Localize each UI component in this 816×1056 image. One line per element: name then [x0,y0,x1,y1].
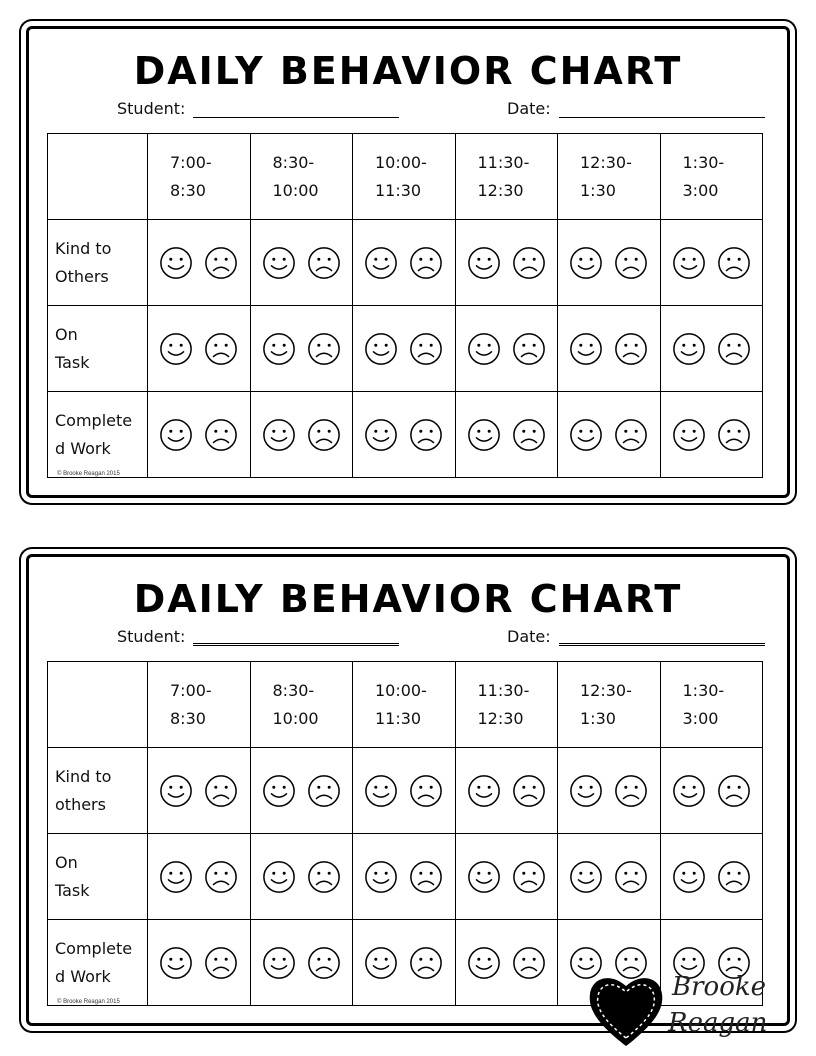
chart-title: DAILY BEHAVIOR CHART [133,577,683,621]
smiley-face-icon[interactable] [672,418,706,452]
frowny-face-icon[interactable] [307,418,341,452]
frowny-face-icon[interactable] [614,774,648,808]
faces-cell [353,748,456,834]
face-pair [558,860,660,894]
smiley-face-icon[interactable] [364,418,398,452]
smiley-face-icon[interactable] [569,774,603,808]
face-pair [661,774,763,808]
student-input-line[interactable] [193,643,399,646]
faces-cell [250,748,353,834]
frowny-face-icon[interactable] [409,946,443,980]
frowny-face-icon[interactable] [614,418,648,452]
faces-cell [353,306,456,392]
face-pair [558,418,660,452]
frowny-face-icon[interactable] [512,774,546,808]
faces-cell [353,834,456,920]
smiley-face-icon[interactable] [262,946,296,980]
time-slot-header: 11:30- 12:30 [455,662,558,748]
behavior-label: On Task [48,834,148,920]
faces-cell [660,392,763,478]
smiley-face-icon[interactable] [159,246,193,280]
time-slot-header: 12:30- 1:30 [558,134,661,220]
frowny-face-icon[interactable] [512,860,546,894]
faces-cell [455,748,558,834]
faces-cell [250,834,353,920]
behavior-row [48,392,763,478]
behavior-chart-card-2 [26,554,790,1026]
copyright-text: © Brooke Reagan 2015 [57,999,120,1005]
faces-cell [148,306,251,392]
face-pair [456,332,558,366]
time-slot-header: 7:00- 8:30 [148,662,251,748]
face-pair [661,418,763,452]
smiley-face-icon[interactable] [262,418,296,452]
faces-cell [148,920,251,1006]
frowny-face-icon[interactable] [512,332,546,366]
frowny-face-icon[interactable] [409,418,443,452]
faces-cell [250,920,353,1006]
corner-cell [48,662,148,748]
frowny-face-icon[interactable] [204,332,238,366]
smiley-face-icon[interactable] [569,860,603,894]
behavior-table [47,661,763,1006]
frowny-face-icon[interactable] [204,946,238,980]
faces-cell [558,306,661,392]
smiley-face-icon[interactable] [159,418,193,452]
frowny-face-icon[interactable] [307,246,341,280]
behavior-row [48,748,763,834]
faces-cell [148,748,251,834]
smiley-face-icon[interactable] [467,332,501,366]
faces-cell [250,220,353,306]
smiley-face-icon[interactable] [364,246,398,280]
face-pair [456,860,558,894]
frowny-face-icon[interactable] [717,332,751,366]
smiley-face-icon[interactable] [262,774,296,808]
face-pair [148,418,250,452]
faces-cell [558,748,661,834]
faces-cell [455,834,558,920]
date-label: Date: [507,627,551,646]
corner-cell [48,134,148,220]
face-pair [353,774,455,808]
face-pair [251,774,353,808]
date-field [507,627,765,646]
student-input-line[interactable] [193,117,399,118]
behavior-label: Kind to Others [48,220,148,306]
face-pair [353,860,455,894]
face-pair [456,774,558,808]
face-pair [251,246,353,280]
face-pair [661,332,763,366]
smiley-face-icon[interactable] [467,860,501,894]
smiley-face-icon[interactable] [569,332,603,366]
behavior-row [48,220,763,306]
date-field [507,99,765,118]
face-pair [456,418,558,452]
smiley-face-icon[interactable] [467,774,501,808]
smiley-face-icon[interactable] [467,246,501,280]
faces-cell [660,834,763,920]
face-pair [353,946,455,980]
smiley-face-icon[interactable] [262,860,296,894]
time-slot-header: 12:30- 1:30 [558,662,661,748]
time-slot-header: 8:30- 10:00 [250,662,353,748]
frowny-face-icon[interactable] [409,332,443,366]
smiley-face-icon[interactable] [467,418,501,452]
face-pair [251,946,353,980]
smiley-face-icon[interactable] [159,860,193,894]
time-slot-header: 1:30- 3:00 [660,134,763,220]
smiley-face-icon[interactable] [159,332,193,366]
smiley-face-icon[interactable] [262,332,296,366]
smiley-face-icon[interactable] [364,774,398,808]
face-pair [353,246,455,280]
faces-cell [455,920,558,1006]
face-pair [558,332,660,366]
frowny-face-icon[interactable] [614,246,648,280]
behavior-row [48,306,763,392]
faces-cell [353,392,456,478]
smiley-face-icon[interactable] [159,946,193,980]
chart-title: DAILY BEHAVIOR CHART [133,49,683,93]
frowny-face-icon[interactable] [307,332,341,366]
frowny-face-icon[interactable] [204,860,238,894]
frowny-face-icon[interactable] [307,860,341,894]
frowny-face-icon[interactable] [512,246,546,280]
frowny-face-icon[interactable] [717,860,751,894]
smiley-face-icon[interactable] [672,774,706,808]
frowny-face-icon[interactable] [204,774,238,808]
face-pair [148,946,250,980]
face-pair [456,946,558,980]
student-label: Student: [117,99,186,118]
copyright-text: © Brooke Reagan 2015 [57,471,120,477]
smiley-face-icon[interactable] [262,246,296,280]
time-slot-header: 10:00- 11:30 [353,662,456,748]
time-slot-header: 7:00- 8:30 [148,134,251,220]
faces-cell [455,392,558,478]
frowny-face-icon[interactable] [307,774,341,808]
face-pair [558,246,660,280]
faces-cell [250,306,353,392]
faces-cell [148,392,251,478]
smiley-face-icon[interactable] [569,418,603,452]
face-pair [353,332,455,366]
student-field [117,99,399,118]
faces-cell [250,392,353,478]
behavior-label: On Task [48,306,148,392]
frowny-face-icon[interactable] [204,418,238,452]
smiley-face-icon[interactable] [467,946,501,980]
faces-cell [148,834,251,920]
behavior-label: Kind to others [48,748,148,834]
behavior-label: Complete d Work [48,920,148,1006]
behavior-table [47,133,763,478]
face-pair [558,774,660,808]
time-header-row [48,134,763,220]
face-pair [148,332,250,366]
frowny-face-icon[interactable] [717,774,751,808]
frowny-face-icon[interactable] [614,332,648,366]
smiley-face-icon[interactable] [569,246,603,280]
smiley-face-icon[interactable] [364,860,398,894]
face-pair [148,860,250,894]
face-pair [661,860,763,894]
time-slot-header: 8:30- 10:00 [250,134,353,220]
behavior-chart-card-1 [26,26,790,498]
face-pair [148,774,250,808]
face-pair [661,246,763,280]
faces-cell [660,748,763,834]
brand-name-line1: Brooke [672,972,766,1002]
frowny-face-icon[interactable] [717,246,751,280]
student-label: Student: [117,627,186,646]
face-pair [148,246,250,280]
smiley-face-icon[interactable] [672,860,706,894]
smiley-face-icon[interactable] [364,946,398,980]
face-pair [251,860,353,894]
faces-cell [558,834,661,920]
faces-cell [455,306,558,392]
frowny-face-icon[interactable] [409,774,443,808]
time-slot-header: 11:30- 12:30 [455,134,558,220]
frowny-face-icon[interactable] [204,246,238,280]
faces-cell [660,220,763,306]
date-label: Date: [507,99,551,118]
frowny-face-icon[interactable] [307,946,341,980]
time-slot-header: 10:00- 11:30 [353,134,456,220]
brand-name-line2: Reagan [668,1008,768,1038]
faces-cell [353,920,456,1006]
time-slot-header: 1:30- 3:00 [660,662,763,748]
frowny-face-icon[interactable] [614,860,648,894]
faces-cell [148,220,251,306]
frowny-face-icon[interactable] [409,246,443,280]
faces-cell [455,220,558,306]
date-input-line[interactable] [559,117,765,118]
smiley-face-icon[interactable] [672,332,706,366]
frowny-face-icon[interactable] [409,860,443,894]
faces-cell [558,220,661,306]
smiley-face-icon[interactable] [159,774,193,808]
faces-cell [353,220,456,306]
date-input-line[interactable] [559,643,765,646]
frowny-face-icon[interactable] [512,418,546,452]
face-pair [456,246,558,280]
face-pair [353,418,455,452]
student-field [117,627,399,646]
frowny-face-icon[interactable] [717,418,751,452]
smiley-face-icon[interactable] [364,332,398,366]
frowny-face-icon[interactable] [512,946,546,980]
behavior-row [48,834,763,920]
time-header-row [48,662,763,748]
face-pair [251,332,353,366]
behavior-label: Complete d Work [48,392,148,478]
face-pair [251,418,353,452]
smiley-face-icon[interactable] [672,246,706,280]
faces-cell [660,306,763,392]
faces-cell [558,392,661,478]
